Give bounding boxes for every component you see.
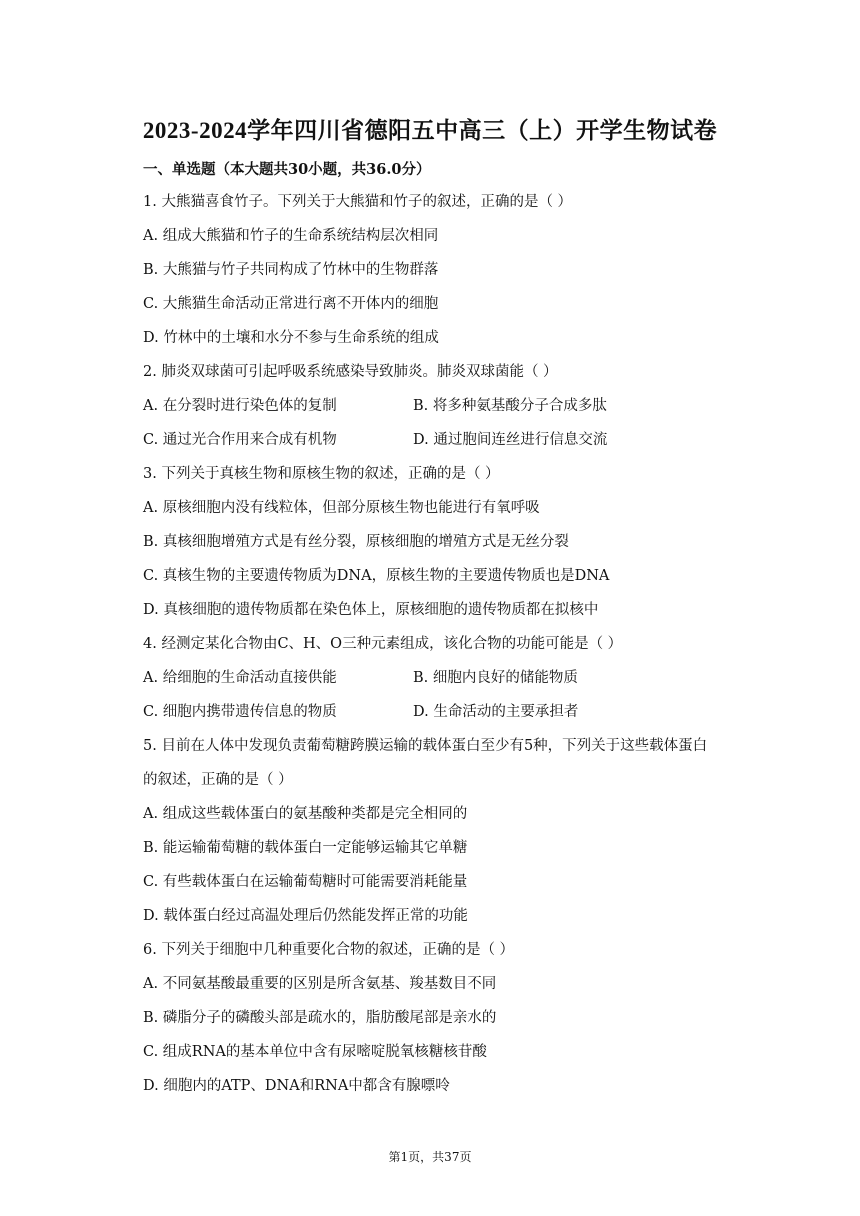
page-title: 2023-2024学年四川省德阳五中高三（上）开学生物试卷 — [142, 118, 718, 143]
option-c: C. 组成RNA的基本单位中含有尿嘧啶脱氧核糖核苷酸 — [143, 1044, 487, 1060]
option-d: D. 载体蛋白经过高温处理后仍然能发挥正常的功能 — [143, 908, 468, 924]
question-stem: 4. 经测定某化合物由C、H、O三种元素组成，该化合物的功能可能是（ ） — [143, 636, 623, 652]
option-d: D. 通过胞间连丝进行信息交流 — [413, 432, 608, 448]
option-b: B. 真核细胞增殖方式是有丝分裂，原核细胞的增殖方式是无丝分裂 — [143, 534, 569, 550]
page-number: 第1页，共37页 — [388, 1150, 472, 1164]
option-b: B. 将多种氨基酸分子合成多肽 — [413, 398, 607, 414]
option-c: C. 通过光合作用来合成有机物 — [143, 432, 337, 448]
option-a: A. 给细胞的生命活动直接供能 — [143, 670, 337, 686]
option-a: A. 不同氨基酸最重要的区别是所含氨基、羧基数目不同 — [143, 976, 497, 992]
question-stem: 5. 目前在人体中发现负责葡萄糖跨膜运输的载体蛋白至少有5种，下列关于这些载体蛋白 — [143, 738, 708, 754]
question-stem: 3. 下列关于真核生物和原核生物的叙述，正确的是（ ） — [143, 466, 500, 482]
option-b: B. 大熊猫与竹子共同构成了竹林中的生物群落 — [143, 262, 439, 278]
section-heading: 一、单选题（本大题共30小题，共36.0分） — [143, 161, 431, 178]
question-stem: 2. 肺炎双球菌可引起呼吸系统感染导致肺炎。肺炎双球菌能（ ） — [143, 364, 558, 380]
option-a: A. 组成大熊猫和竹子的生命系统结构层次相同 — [143, 228, 439, 244]
option-b: B. 磷脂分子的磷酸头部是疏水的，脂肪酸尾部是亲水的 — [143, 1010, 497, 1026]
option-c: C. 有些载体蛋白在运输葡萄糖时可能需要消耗能量 — [143, 874, 468, 890]
question-stem-continued: 的叙述，正确的是（ ） — [143, 772, 293, 788]
option-a: A. 在分裂时进行染色体的复制 — [143, 398, 337, 414]
option-b: B. 细胞内良好的储能物质 — [413, 670, 578, 686]
option-a: A. 原核细胞内没有线粒体，但部分原核生物也能进行有氧呼吸 — [143, 500, 540, 516]
option-d: D. 细胞内的ATP、DNA和RNA中都含有腺嘌呤 — [143, 1078, 450, 1094]
option-d: D. 竹林中的土壤和水分不参与生命系统的组成 — [143, 330, 439, 346]
question-stem: 6. 下列关于细胞中几种重要化合物的叙述，正确的是（ ） — [143, 942, 515, 958]
option-c: C. 大熊猫生命活动正常进行离不开体内的细胞 — [143, 296, 439, 312]
option-a: A. 组成这些载体蛋白的氨基酸种类都是完全相同的 — [143, 806, 468, 822]
option-d: D. 真核细胞的遗传物质都在染色体上，原核细胞的遗传物质都在拟核中 — [143, 602, 599, 618]
option-b: B. 能运输葡萄糖的载体蛋白一定能够运输其它单糖 — [143, 840, 468, 856]
question-stem: 1. 大熊猫喜食竹子。下列关于大熊猫和竹子的叙述，正确的是（ ） — [143, 194, 573, 210]
option-d: D. 生命活动的主要承担者 — [413, 704, 579, 720]
option-c: C. 真核生物的主要遗传物质为DNA，原核生物的主要遗传物质也是DNA — [143, 568, 610, 584]
option-c: C. 细胞内携带遗传信息的物质 — [143, 704, 337, 720]
